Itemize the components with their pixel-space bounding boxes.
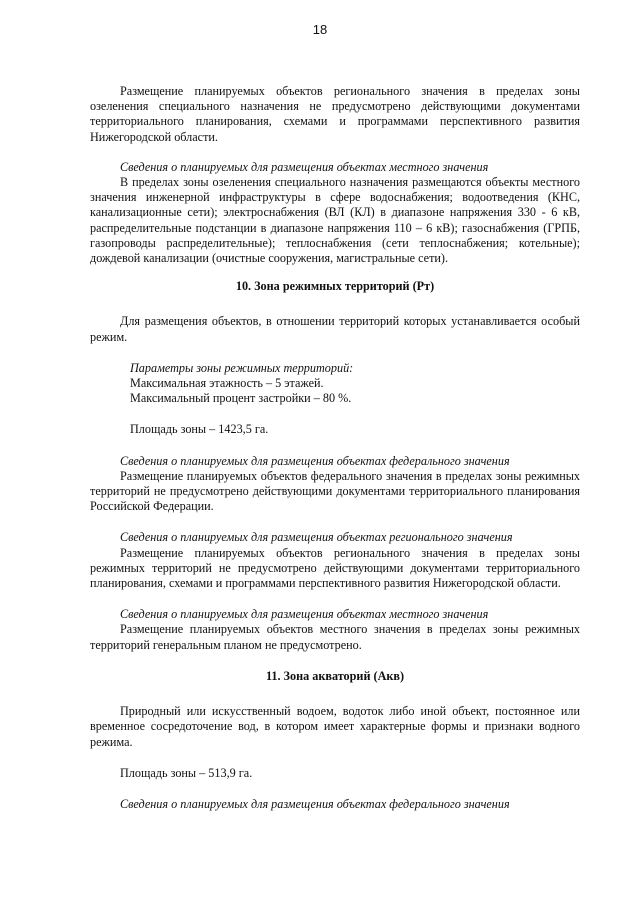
parameter-max-floors: Максимальная этажность – 5 этажей. xyxy=(130,376,324,391)
subheading-federal-water: Сведения о планируемых для размещения объектах федерального значения xyxy=(120,796,510,811)
zone-parameters xyxy=(90,361,580,407)
paragraph-local-greening: В пределах зоны озеленения специального назначения размещаются объекты местного значения инженерной инфраструктуры в сфере водоснабжения; водоотведения (КНС, канализационные сети); электроснабжения (ВЛ (КЛ) в диапазоне напряжения 330 - 6 кВ, распределительные подстанции в диапазоне напряжения 110 – 6 кВ); газоснабжения (ГРПБ, газопроводы распределительные); теплоснабжения (сети теплоснабжения; котельные); дождевой канализации (очистные сооружения, магистральные сети). xyxy=(90,175,580,266)
paragraph-local-regime: Размещение планируемых объектов местного значения в пределах зоны режимных территорий генеральным планом не предусмотрено. xyxy=(90,622,580,652)
paragraph-regional-greening: Размещение планируемых объектов регионального значения в пределах зоны озеленения специального назначения не предусмотрено действующими документами территориального планирования, схемами и программами перспективного развития Нижегородской области. xyxy=(90,84,580,144)
subheading-regional-regime: Сведения о планируемых для размещения объектах регионального значения xyxy=(120,530,513,545)
section-heading-10: 10. Зона режимных территорий (Рт) xyxy=(235,279,435,294)
paragraph-water-definition: Природный или искусственный водоем, водоток либо иной объект, постоянное или временное сосредоточение вод, в котором имеет характерные формы и признаки водного режима. xyxy=(90,704,580,749)
subheading-local-greening: Сведения о планируемых для размещения объектах местного значения xyxy=(120,159,489,174)
paragraph-federal-regime: Размещение планируемых объектов федерального значения в пределах зоны режимных территорий не предусмотрено действующими документами территориального планирования Российской Федерации. xyxy=(90,468,580,514)
subheading-federal-regime: Сведения о планируемых для размещения объектах федерального значения xyxy=(120,453,510,468)
zone-area-11: Площадь зоны – 513,9 га. xyxy=(120,765,253,780)
paragraph-regime-purpose: Для размещения объектов, в отношении территорий которых устанавливается особый режим. xyxy=(90,314,580,344)
subheading-local-regime: Сведения о планируемых для размещения объектах местного значения xyxy=(120,607,489,622)
document-body xyxy=(90,84,580,812)
page-number: 18 xyxy=(312,22,328,37)
parameters-title: Параметры зоны режимных территорий: xyxy=(130,360,354,375)
paragraph-regional-regime: Размещение планируемых объектов регионального значения в пределах зоны режимных территорий не предусмотрено действующими документами территориального планирования, схемами и программами перспективного развития Нижегородской области. xyxy=(90,545,580,591)
section-heading-11: 11. Зона акваторий (Акв) xyxy=(265,668,405,683)
zone-area-10: Площадь зоны – 1423,5 га. xyxy=(130,422,269,437)
parameter-max-coverage: Максимальный процент застройки – 80 %. xyxy=(130,391,352,406)
